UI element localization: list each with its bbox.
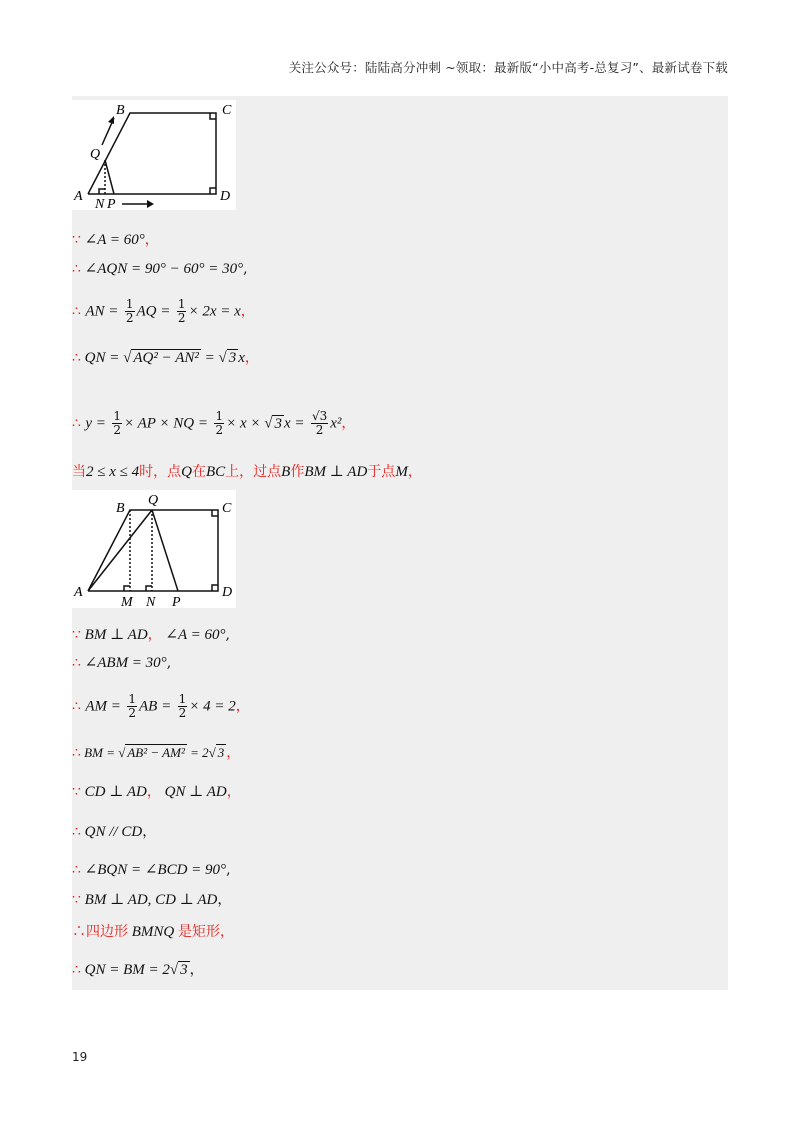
line-9: ∴ AM = $\frac{1}{2}$ AB = $\frac{1}{2}$ × 4 = 2， bbox=[72, 692, 250, 720]
label-P: P bbox=[107, 197, 116, 210]
line-8: ∴ ∠ABM = 30°, bbox=[72, 655, 172, 671]
line-3: ∴ AN = $\frac{1}{2}$ AQ = $\frac{1}{2}$ × 2x = x， bbox=[72, 297, 255, 325]
label-D: D bbox=[222, 585, 233, 600]
figure-2-diagram bbox=[72, 490, 236, 608]
label-Q: Q bbox=[90, 147, 101, 162]
label-P: P bbox=[172, 595, 181, 608]
label-A: A bbox=[74, 585, 83, 600]
line-4: ∴ QN = √ AQ² − AN² = √ 3 x， bbox=[72, 350, 259, 366]
line-13: ∴ ∠BQN = ∠BCD = 90°, bbox=[72, 862, 231, 878]
page-header: 关注公众号：陆陆高分冲刺 ~领取：最新版“小中高考-总复习”、最新试卷下载 bbox=[288, 60, 728, 75]
label-B: B bbox=[116, 501, 125, 516]
label-C: C bbox=[222, 103, 232, 118]
label-D: D bbox=[220, 189, 231, 204]
label-Q: Q bbox=[148, 493, 159, 508]
label-A: A bbox=[74, 189, 83, 204]
line-11: ∵ CD ⊥ AD， QN ⊥ AD， bbox=[72, 784, 241, 800]
figure-2 bbox=[72, 490, 236, 608]
line-7: ∵ BM ⊥ AD， ∠A = 60°, bbox=[72, 627, 230, 643]
line-1: ∵ ∠A = 60°， bbox=[72, 232, 159, 248]
label-B: B bbox=[116, 103, 125, 118]
line-16: ∴ QN = BM = 2√ 3 ， bbox=[72, 962, 204, 978]
label-N: N bbox=[146, 595, 156, 608]
line-6: 当2 ≤ x ≤ 4时，点Q在BC上，过点B作BM ⊥ AD于点M， bbox=[72, 464, 422, 480]
line-5: ∴ y = $\frac{1}{2}$ × AP × NQ = $\frac{1}{2}$ × x × √ 3 x = $\frac{√3}{2}$ x²， bbox=[72, 409, 356, 437]
page-number: 19 bbox=[72, 1050, 88, 1064]
line-12: ∴ QN // CD， bbox=[72, 824, 157, 840]
line-2: ∴ ∠AQN = 90° − 60° = 30°, bbox=[72, 261, 248, 277]
label-M: M bbox=[121, 595, 133, 608]
figure-1-diagram bbox=[72, 100, 236, 210]
figure-1 bbox=[72, 100, 236, 210]
label-C: C bbox=[222, 501, 232, 516]
line-15: ∴四边形 BMNQ 是矩形， bbox=[72, 924, 234, 940]
label-N: N bbox=[95, 197, 105, 210]
line-14: ∵ BM ⊥ AD, CD ⊥ AD， bbox=[72, 892, 232, 908]
line-10: ∴ BM = √ AB² − AM² = 2√ 3 ， bbox=[72, 745, 241, 761]
